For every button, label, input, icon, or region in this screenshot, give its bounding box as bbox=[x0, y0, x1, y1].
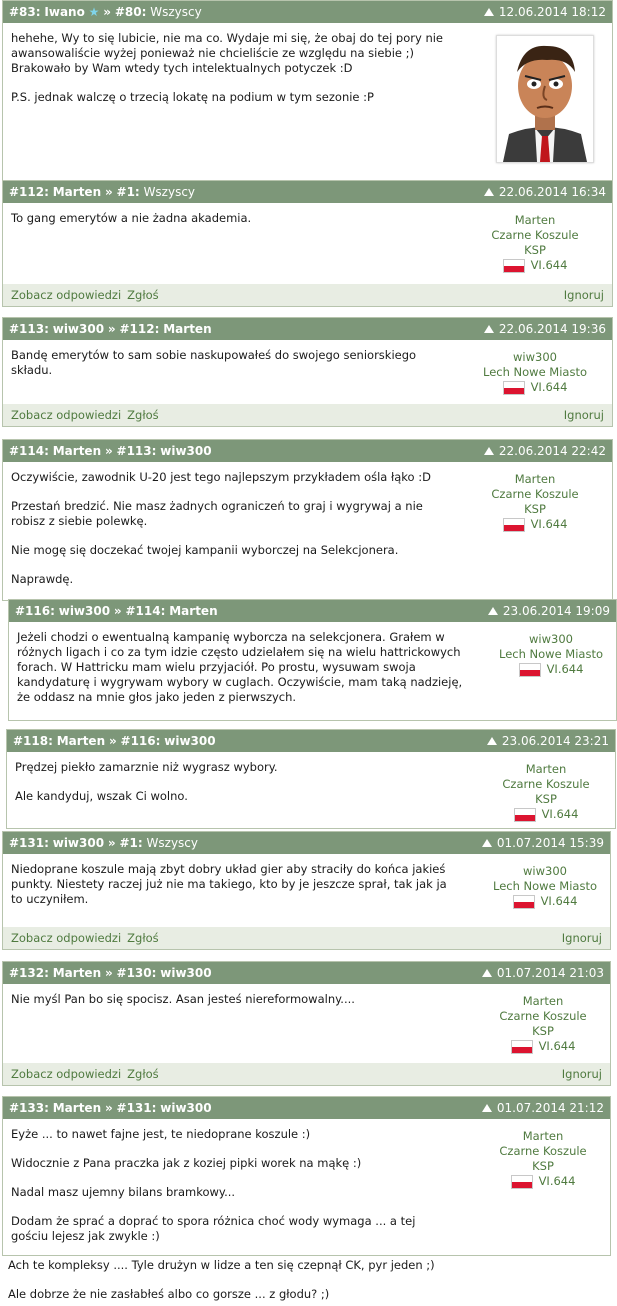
reply-to-name[interactable]: Marten bbox=[169, 604, 218, 618]
user-info bbox=[480, 350, 590, 399]
reply-to-number[interactable]: #131: bbox=[116, 1101, 157, 1115]
post-author[interactable]: wiw300 bbox=[52, 836, 105, 850]
collapse-triangle-icon[interactable] bbox=[487, 737, 497, 745]
post-number[interactable]: #118: bbox=[13, 734, 53, 748]
reply-to-name[interactable]: Marten bbox=[163, 322, 212, 336]
league-rank-link[interactable]: VI.644 bbox=[538, 1039, 576, 1053]
see-replies-link[interactable]: Zobacz odpowiedzi bbox=[11, 1067, 122, 1081]
reply-to-number[interactable]: #116: bbox=[120, 734, 161, 748]
post-date-text: 01.07.2014 21:03 bbox=[496, 966, 604, 980]
poland-flag-icon[interactable] bbox=[503, 259, 525, 273]
user-info bbox=[496, 632, 606, 681]
post-author[interactable]: Marten bbox=[52, 1101, 102, 1115]
post-header bbox=[3, 1, 612, 23]
post-footer bbox=[3, 1063, 610, 1085]
collapse-triangle-icon[interactable] bbox=[482, 1104, 492, 1112]
post bbox=[2, 439, 613, 601]
reply-to-name[interactable]: wiw300 bbox=[160, 444, 212, 458]
reply-arrow: » bbox=[107, 322, 116, 336]
team-link[interactable]: Czarne Koszule bbox=[502, 777, 590, 791]
team-link[interactable]: Lech Nowe Miasto bbox=[492, 879, 598, 893]
collapse-triangle-icon[interactable] bbox=[484, 325, 494, 333]
post-text: hehehe, Wy to się lubicie, nie ma co. Wydaje mi się, że obaj do tej pory nie awansowaliście wyżej ponieważ nie chcieliście ze względu na siebie ;) Brakowało by Wam wtedy tych intelektualnych potyczek :D bbox=[11, 31, 444, 75]
poland-flag-icon[interactable] bbox=[503, 381, 525, 395]
team-link[interactable]: Lech Nowe Miasto bbox=[482, 365, 588, 379]
collapse-triangle-icon[interactable] bbox=[482, 969, 492, 977]
ignore-link[interactable]: Ignoruj bbox=[563, 408, 604, 422]
post-date-text: 01.07.2014 15:39 bbox=[496, 836, 604, 850]
see-replies-link[interactable]: Zobacz odpowiedzi bbox=[11, 408, 122, 422]
ignore-link[interactable]: Ignoruj bbox=[563, 288, 604, 302]
team-link[interactable]: Czarne Koszule bbox=[491, 228, 579, 242]
post-text: Ach te kompleksy .... Tyle drużyn w lidze a ten się czepnął CK, pyr jeden ;) bbox=[8, 1258, 435, 1272]
post-date[interactable] bbox=[488, 600, 610, 622]
post bbox=[2, 317, 613, 427]
avatar-image bbox=[497, 36, 593, 162]
user-info bbox=[480, 472, 590, 536]
post-number[interactable]: #83: bbox=[9, 5, 41, 19]
post-date-text: 22.06.2014 16:34 bbox=[498, 185, 606, 199]
post-text: Bandę emerytów to sam sobie naskupowałeś do swojego seniorskiego składu. bbox=[11, 348, 417, 377]
reply-arrow: » bbox=[113, 604, 122, 618]
reply-to-name[interactable]: Wszyscy bbox=[143, 185, 196, 199]
post-author[interactable]: Marten bbox=[52, 185, 102, 199]
reply-arrow: » bbox=[108, 734, 117, 748]
ignore-link[interactable]: Ignoruj bbox=[561, 1067, 602, 1081]
post-text: Ale dobrze że nie zasłabłeś albo co gorsze ... z głodu? ;) bbox=[8, 1287, 330, 1301]
post-date[interactable] bbox=[484, 181, 606, 203]
reply-arrow: » bbox=[104, 1101, 113, 1115]
post-text: Naprawdę. bbox=[11, 572, 74, 586]
collapse-triangle-icon[interactable] bbox=[484, 8, 494, 16]
user-info bbox=[491, 762, 601, 826]
post bbox=[2, 1096, 611, 1256]
reply-arrow: » bbox=[104, 966, 113, 980]
post-number[interactable]: #113: bbox=[9, 322, 49, 336]
post-text: To gang emerytów a nie żadna akademia. bbox=[11, 211, 252, 225]
league-link[interactable]: KSP bbox=[524, 502, 546, 516]
supporter-star-icon: ★ bbox=[88, 5, 100, 19]
league-rank-link[interactable]: VI.644 bbox=[538, 1174, 576, 1188]
post-header bbox=[3, 181, 612, 203]
post-date-text: 22.06.2014 22:42 bbox=[498, 444, 606, 458]
reply-to-number[interactable]: #113: bbox=[116, 444, 157, 458]
collapse-triangle-icon[interactable] bbox=[484, 447, 494, 455]
post bbox=[6, 729, 616, 829]
post-body bbox=[11, 862, 461, 921]
post-header bbox=[3, 832, 610, 854]
post-author[interactable]: Iwano bbox=[44, 5, 85, 19]
post-text: Prędzej piekło zamarznie niż wygrasz wybory. bbox=[15, 760, 278, 774]
post-author[interactable]: Marten bbox=[56, 734, 106, 748]
post-text: Nadal masz ujemny bilans bramkowy... bbox=[11, 1185, 236, 1199]
post-footer bbox=[3, 927, 610, 949]
post-header bbox=[3, 440, 612, 462]
reply-to-number[interactable]: #80: bbox=[114, 5, 147, 19]
post bbox=[2, 831, 611, 950]
reply-arrow: » bbox=[103, 5, 112, 19]
post-date[interactable] bbox=[482, 832, 604, 854]
user-info bbox=[480, 213, 590, 277]
post-text: Jeżeli chodzi o ewentualną kampanię wyborcza na selekcjonera. Grałem w różnych ligach i co za tym idzie często udzielałem się na wielu hattrickowych forach. W Hattricku mam wielu przyjaciół. Po prostu, wysuwam swoja kandydaturę i wygrywam wybory w cuglach. Oczywiście, mam taką nadzieję, że oddasz na mnie głos jako jeden z pierwszych. bbox=[17, 630, 463, 704]
league-rank-link[interactable]: VI.644 bbox=[530, 258, 568, 272]
user-name-link[interactable]: Marten bbox=[525, 762, 567, 776]
post-text: Eyże ... to nawet fajne jest, te niedoprane koszule :) bbox=[11, 1127, 311, 1141]
post bbox=[8, 599, 617, 721]
poland-flag-icon[interactable] bbox=[511, 1175, 533, 1189]
see-replies-link[interactable]: Zobacz odpowiedzi bbox=[11, 931, 122, 945]
user-name-link[interactable]: Marten bbox=[514, 213, 556, 227]
post-header bbox=[3, 318, 612, 340]
league-link[interactable]: KSP bbox=[535, 792, 557, 806]
league-rank-link[interactable]: VI.644 bbox=[540, 894, 578, 908]
post-author[interactable]: wiw300 bbox=[58, 604, 111, 618]
league-link[interactable]: KSP bbox=[532, 1159, 554, 1173]
user-name-link[interactable]: Marten bbox=[514, 472, 556, 486]
poland-flag-icon[interactable] bbox=[503, 518, 525, 532]
collapse-triangle-icon[interactable] bbox=[488, 607, 498, 615]
post-date[interactable] bbox=[484, 440, 606, 462]
post-text: Ale kandyduj, wszak Ci wolno. bbox=[15, 789, 188, 803]
reply-to-name[interactable]: Wszyscy bbox=[150, 5, 202, 19]
see-replies-link[interactable]: Zobacz odpowiedzi bbox=[11, 288, 122, 302]
reply-to-number[interactable]: #114: bbox=[125, 604, 166, 618]
user-name-link[interactable]: wiw300 bbox=[513, 350, 557, 364]
post-text: Oczywiście, zawodnik U-20 jest tego najlepszym przykładem ośla łąko :D bbox=[11, 470, 431, 484]
reply-arrow: » bbox=[104, 444, 113, 458]
reply-arrow: » bbox=[107, 836, 116, 850]
team-link[interactable]: Lech Nowe Miasto bbox=[498, 647, 604, 661]
post-header bbox=[3, 962, 610, 984]
reply-to-number[interactable]: #1: bbox=[119, 836, 143, 850]
report-link[interactable]: Zgłoś bbox=[127, 931, 159, 945]
league-rank-link[interactable]: VI.644 bbox=[546, 662, 584, 676]
reply-to-name[interactable]: wiw300 bbox=[160, 1101, 212, 1115]
poland-flag-icon[interactable] bbox=[514, 808, 536, 822]
post-body bbox=[11, 348, 431, 392]
post-footer bbox=[3, 404, 612, 426]
post-author[interactable]: Marten bbox=[52, 444, 102, 458]
reply-arrow: » bbox=[104, 185, 113, 199]
post-date[interactable] bbox=[482, 962, 604, 984]
post-body bbox=[11, 1127, 451, 1258]
reply-to-number[interactable]: #1: bbox=[116, 185, 140, 199]
post-number[interactable]: #112: bbox=[9, 185, 49, 199]
avatar[interactable] bbox=[496, 35, 594, 163]
team-link[interactable]: Czarne Koszule bbox=[499, 1009, 587, 1023]
post-date-text: 23.06.2014 19:09 bbox=[502, 604, 610, 618]
collapse-triangle-icon[interactable] bbox=[484, 188, 494, 196]
post-date-text: 23.06.2014 23:21 bbox=[501, 734, 609, 748]
post-author[interactable]: wiw300 bbox=[52, 322, 105, 336]
user-name-link[interactable]: Marten bbox=[522, 1129, 564, 1143]
league-rank-link[interactable]: VI.644 bbox=[530, 380, 568, 394]
post-text: Przestań bredzić. Nie masz żadnych ograniczeń to graj i wygrywaj a nie robisz z siebie polewkę. bbox=[11, 499, 423, 528]
user-name-link[interactable]: wiw300 bbox=[523, 864, 567, 878]
post-body bbox=[11, 31, 471, 119]
poland-flag-icon[interactable] bbox=[519, 663, 541, 677]
post-text: Widocznie z Pana praczka jak z koziej pipki worek na mąkę :) bbox=[11, 1156, 362, 1170]
league-rank-link[interactable]: VI.644 bbox=[530, 517, 568, 531]
post-body bbox=[17, 630, 467, 719]
team-link[interactable]: Czarne Koszule bbox=[499, 1144, 587, 1158]
collapse-triangle-icon[interactable] bbox=[482, 839, 492, 847]
post-body bbox=[15, 760, 445, 818]
reply-to-name[interactable]: wiw300 bbox=[160, 966, 212, 980]
post-number[interactable]: #116: bbox=[15, 604, 55, 618]
user-name-link[interactable]: Marten bbox=[522, 994, 564, 1008]
post-date-text: 12.06.2014 18:12 bbox=[498, 5, 606, 19]
user-info bbox=[488, 994, 598, 1058]
report-link[interactable]: Zgłoś bbox=[127, 408, 159, 422]
user-name-link[interactable]: wiw300 bbox=[529, 632, 573, 646]
poland-flag-icon[interactable] bbox=[513, 895, 535, 909]
post-header bbox=[9, 600, 616, 622]
ignore-link[interactable]: Ignoruj bbox=[561, 931, 602, 945]
team-link[interactable]: Czarne Koszule bbox=[491, 487, 579, 501]
reply-to-number[interactable]: #130: bbox=[116, 966, 157, 980]
post-date[interactable] bbox=[482, 1097, 604, 1119]
post-date-text: 01.07.2014 21:12 bbox=[496, 1101, 604, 1115]
post-footer bbox=[3, 284, 612, 306]
post-date[interactable] bbox=[487, 730, 609, 752]
post-date-text: 22.06.2014 19:36 bbox=[498, 322, 606, 336]
reply-to-name[interactable]: Wszyscy bbox=[146, 836, 198, 850]
post-date[interactable] bbox=[484, 318, 606, 340]
post-text: Nie myśl Pan bo się spocisz. Asan jesteś niereformowalny.... bbox=[11, 992, 355, 1006]
league-rank-link[interactable]: VI.644 bbox=[541, 807, 579, 821]
post-text: P.S. jednak walczę o trzecią lokatę na podium w tym sezonie :P bbox=[11, 90, 374, 104]
post-date[interactable] bbox=[484, 1, 606, 23]
user-info bbox=[488, 1129, 598, 1193]
post-number[interactable]: #131: bbox=[9, 836, 49, 850]
post bbox=[2, 0, 613, 182]
post-text: Niedoprane koszule mają zbyt dobry układ gier aby straciły do końca jakieś punkty. Niestety raczej już nie ma takiego, kto by je jeszcze sprał, tak jak ja to uczyniłem. bbox=[11, 862, 447, 906]
post-text: Dodam że sprać a doprać to spora różnica choć wody wymaga ... a tej gościu lejesz jak zwykle :) bbox=[11, 1214, 416, 1243]
post-body bbox=[11, 992, 461, 1021]
post-text: Nie mogę się doczekać twojej kampanii wyborczej na Selekcjonera. bbox=[11, 543, 399, 557]
post-body bbox=[11, 211, 481, 240]
reply-to-number[interactable]: #112: bbox=[119, 322, 160, 336]
post-number[interactable]: #133: bbox=[9, 1101, 49, 1115]
report-link[interactable]: Zgłoś bbox=[127, 288, 159, 302]
report-link[interactable]: Zgłoś bbox=[127, 1067, 159, 1081]
post bbox=[2, 180, 613, 307]
post-author[interactable]: Marten bbox=[52, 966, 102, 980]
reply-to-name[interactable]: wiw300 bbox=[164, 734, 216, 748]
post bbox=[2, 961, 611, 1086]
user-info bbox=[490, 864, 600, 913]
post-number[interactable]: #132: bbox=[9, 966, 49, 980]
post-header bbox=[7, 730, 615, 752]
post-header bbox=[3, 1097, 610, 1119]
league-link[interactable]: KSP bbox=[524, 243, 546, 257]
league-link[interactable]: KSP bbox=[532, 1024, 554, 1038]
post-number[interactable]: #114: bbox=[9, 444, 49, 458]
poland-flag-icon[interactable] bbox=[511, 1040, 533, 1054]
post-body bbox=[11, 470, 441, 601]
